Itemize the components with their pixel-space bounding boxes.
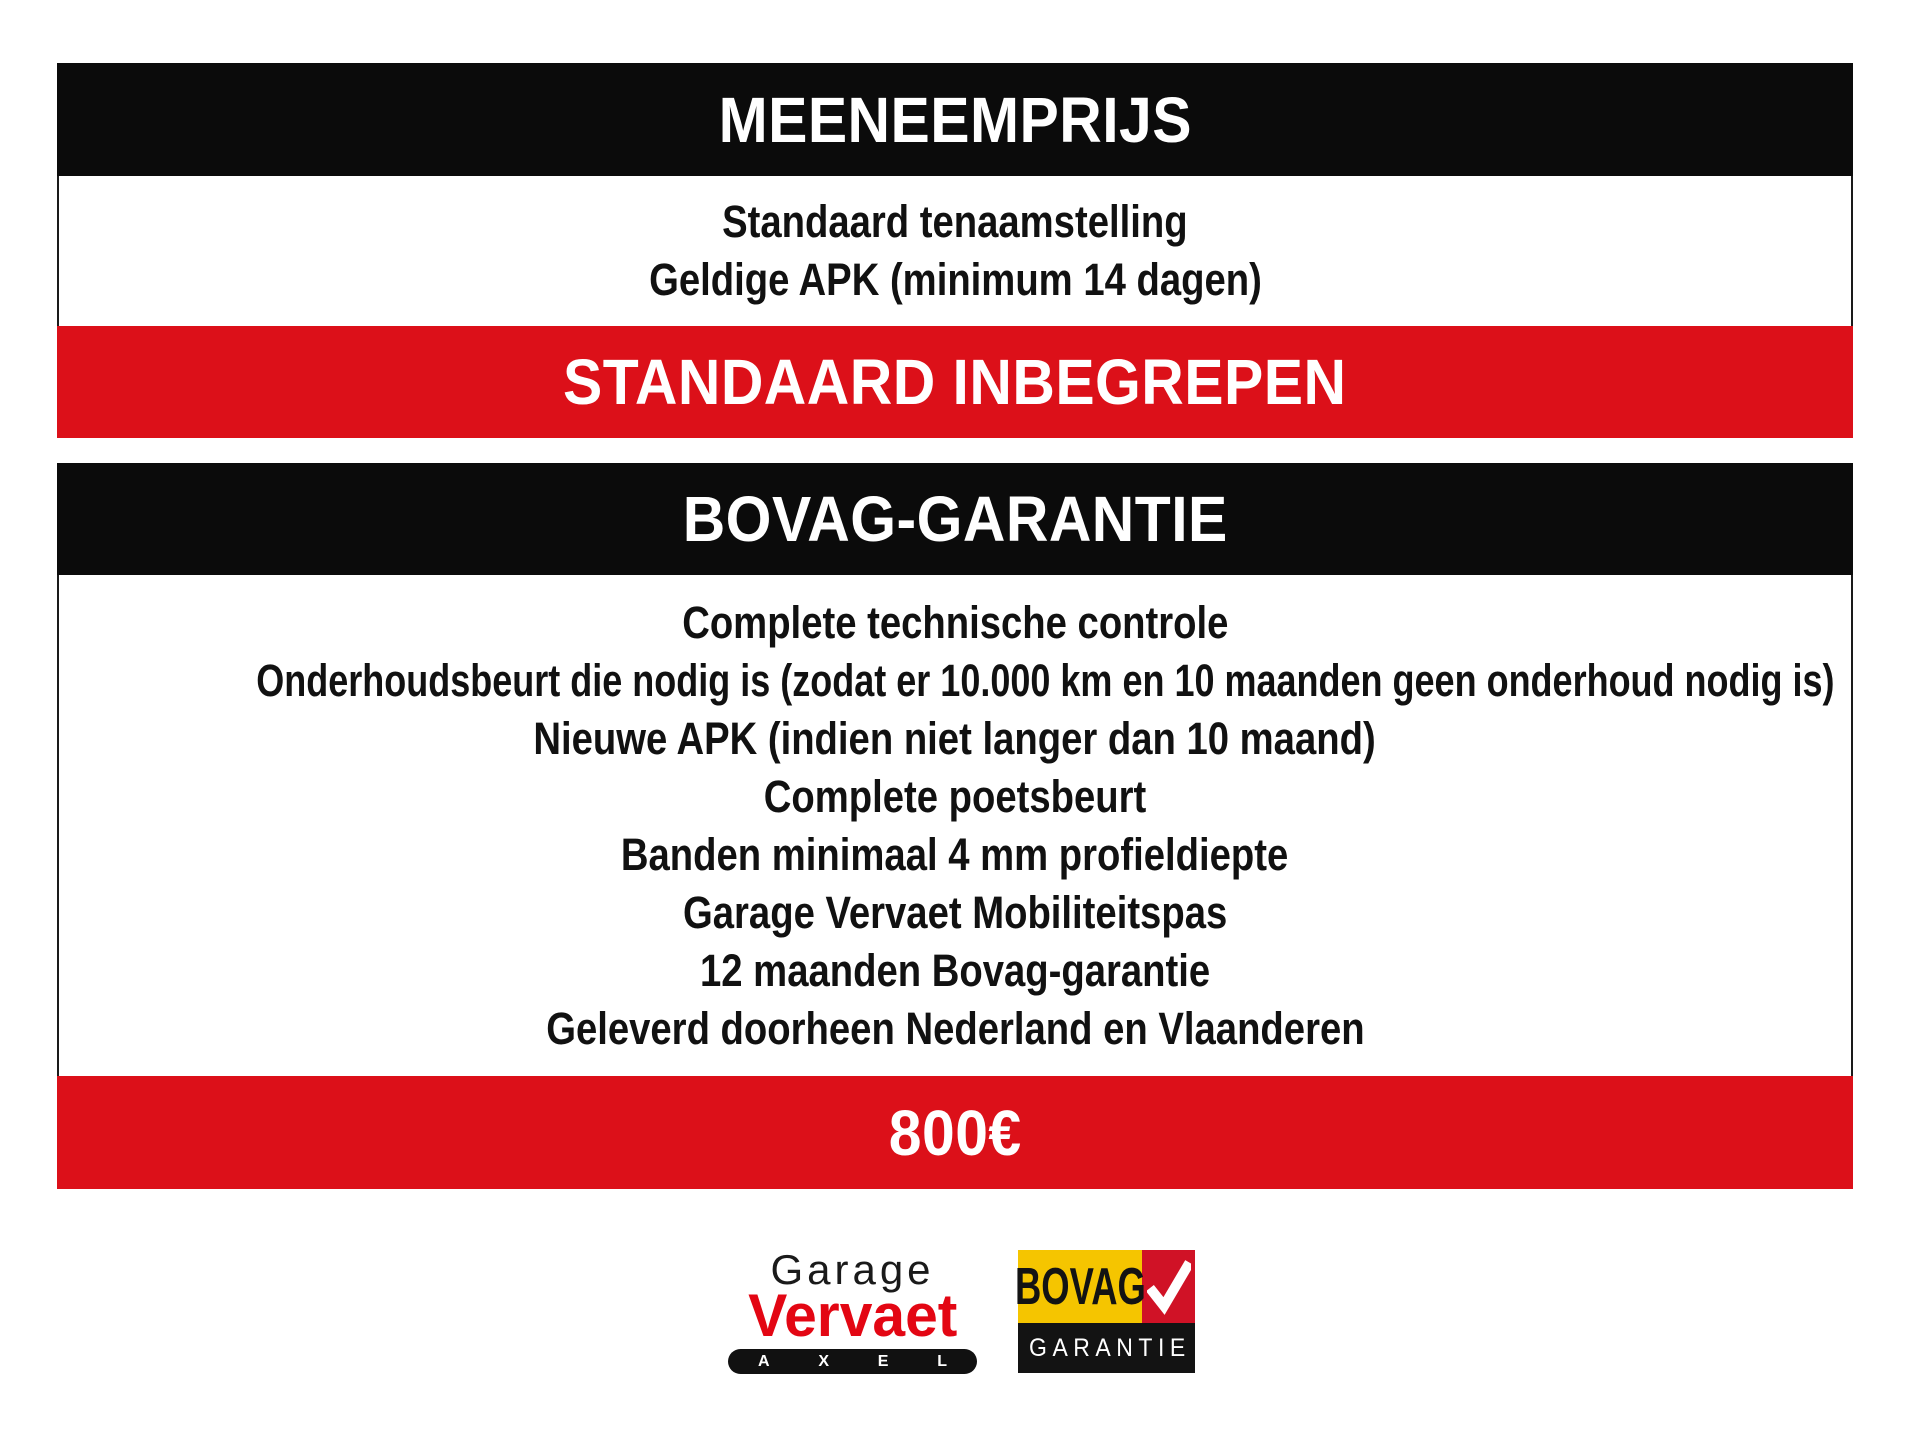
footer-logos — [0, 1189, 1920, 1439]
axel-badge: A X E L — [728, 1349, 977, 1374]
bovag-list-item: Complete technische controle — [681, 596, 1229, 648]
meeneemprijs-title: MEENEEMPRIJS — [718, 83, 1192, 156]
meeneemprijs-line: Standaard tenaamstelling — [722, 196, 1188, 247]
bovag-logo-garantie-bar: GARANTIE — [1018, 1323, 1195, 1373]
vervaet-logo-garage-text: Garage — [770, 1246, 935, 1293]
bovag-logo-wordmark: BOVAG — [1018, 1250, 1142, 1323]
bovag-garantie-header-bar — [57, 463, 1853, 575]
meeneemprijs-line: Geldige APK (minimum 14 dagen) — [648, 254, 1262, 305]
bovag-list-item: Banden minimaal 4 mm profieldiepte — [621, 828, 1289, 880]
standaard-inbegrepen-bar — [57, 326, 1853, 438]
bovag-list-item: Geleverd doorheen Nederland en Vlaanderen — [545, 1002, 1365, 1054]
bovag-list-item: 12 maanden Bovag-garantie — [699, 944, 1211, 996]
meeneemprijs-body — [57, 176, 1853, 326]
check-icon — [1142, 1250, 1195, 1323]
bovag-garantie-logo — [1014, 1250, 1195, 1373]
bovag-garantie-title: BOVAG-GARANTIE — [682, 483, 1228, 555]
bovag-list-item: Complete poetsbeurt — [763, 770, 1147, 822]
vervaet-logo-vervaet-text: Vervaet — [747, 1282, 958, 1349]
meeneemprijs-header-bar — [57, 63, 1853, 176]
bovag-list-item: Garage Vervaet Mobiliteitspas — [682, 886, 1228, 938]
price-bar — [57, 1076, 1853, 1189]
standaard-inbegrepen-title: STANDAARD INBEGREPEN — [563, 346, 1347, 418]
price-value: 800€ — [888, 1096, 1022, 1169]
bovag-garantie-body — [57, 575, 1853, 1076]
bovag-list-item: Onderhoudsbeurt die nodig is (zodat er 10.000 km en 10 maanden geen onderhoud nodig is) — [256, 654, 1835, 706]
bovag-list-item: Nieuwe APK (indien niet langer dan 10 maand) — [533, 712, 1377, 764]
garage-vervaet-logo — [728, 1246, 977, 1374]
